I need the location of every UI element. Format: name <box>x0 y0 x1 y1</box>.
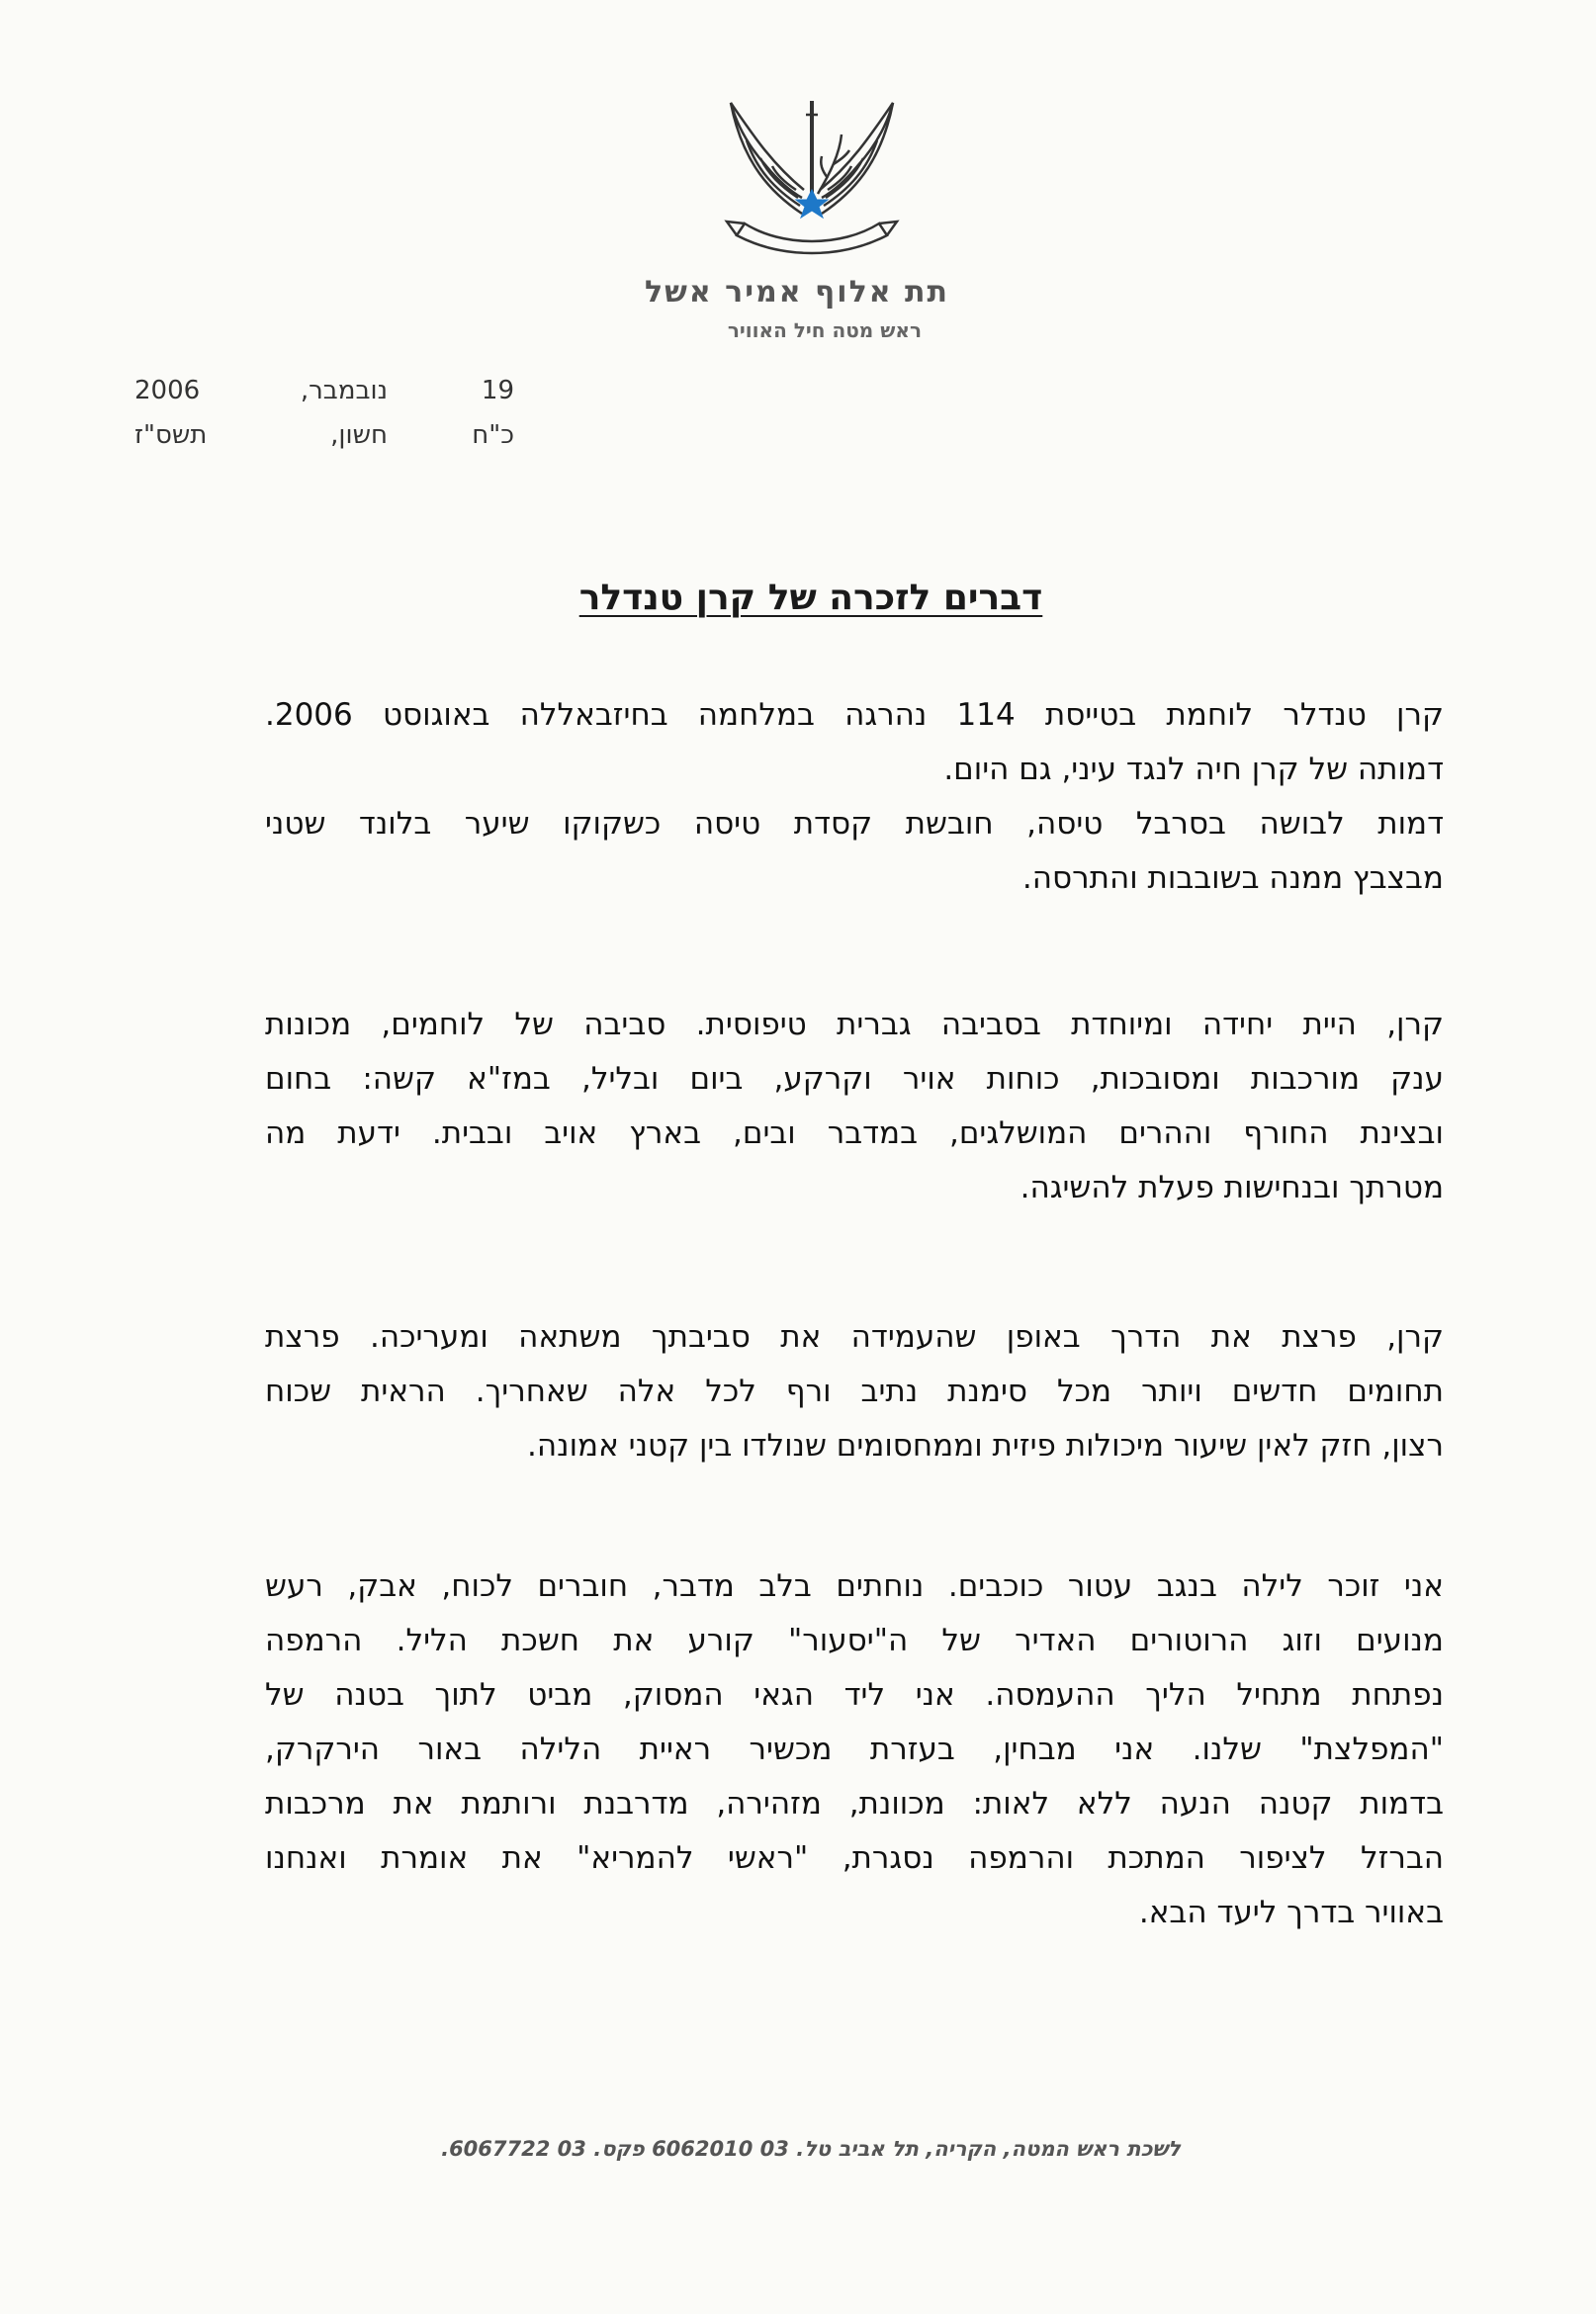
paragraph-line: תחומים חדשים ויותר מכל סימנת נתיב ורף לכל אלה שאחריך. הראית שכוח <box>265 1374 1444 1409</box>
paragraph-line: דמותה של קרן חיה לנגד עיני, גם היום. <box>943 752 1444 787</box>
paragraph-line: הברזל לציפור המתכת והרמפה נסגרת, "ראשי להמריא" את אומרת ואנחנו <box>265 1840 1444 1876</box>
paragraph-line: מבצבץ ממנה בשובבות והתרסה. <box>1021 860 1444 896</box>
paragraph-line: אני זוכר לילה בנגב עטור כוכבים. נוחתים בלב מדבר, חוברים לכוח, אבק, רעש <box>265 1568 1444 1604</box>
footer-contact: לשכת ראש המטה, הקריה, תל אביב טל. 03 6062010 פקס. 03 6067722. <box>441 2137 1181 2161</box>
paragraph-line: קרן טנדלר לוחמת בטייסת 114 נהרגה במלחמה בחיזבאללה באוגוסט 2006. <box>265 697 1444 733</box>
paragraph-line: מנועים וזוג הרוטורים האדיר של ה"יסעור" קורע את חשכת הליל. הרמפה <box>265 1623 1444 1658</box>
paragraph-line: רצון, חזק לאין שיעור מיכולות פיזית וממחסומים שנולדו בין קטני אמונה. <box>527 1428 1444 1464</box>
paragraph-line: בדמות קטנה הנעה ללא לאות: מכוונת, מזהירה, מדרבנת ורותמת את מרכבות <box>265 1786 1444 1822</box>
paragraph-line: "המפלצת" שלנו. אני מבחין, בעזרת מכשיר ראיית הלילה באור הירקרק, <box>265 1732 1444 1767</box>
paragraph-3 <box>265 1310 1444 1473</box>
paragraph-line: באוויר בדרך ליעד הבא. <box>1138 1895 1444 1930</box>
gregorian-month: נובמבר, <box>300 376 388 405</box>
paragraph-line: מטרתך ובנחישות פעלת להשיגה. <box>1020 1170 1444 1205</box>
paragraph-line: ובצינת החורף וההרים המושלגים, במדבר ובים, בארץ אויב ובבית. ידעת מה <box>265 1115 1444 1151</box>
hebrew-day: כ"ח <box>472 420 514 450</box>
paragraph-1 <box>265 688 1444 906</box>
paragraph-4 <box>265 1559 1444 1940</box>
gregorian-day: 19 <box>481 376 514 405</box>
gregorian-year: 2006 <box>134 376 201 405</box>
gregorian-date <box>119 376 514 415</box>
air-force-emblem <box>723 95 901 257</box>
paragraph-line: נפתחת מתחיל הליך ההעמסה. אני ליד הגאי המסוק, מביט לתוך בטנה של <box>265 1677 1444 1713</box>
paragraph-line: קרן, היית יחידה ומיוחדת בסביבה גברית טיפוסית. סביבה של לוחמים, מכונות <box>265 1007 1444 1042</box>
letter-title: דברים לזכרה של קרן טנדלר <box>578 578 1043 618</box>
paragraph-line: דמות לבושה בסרבל טיסה, חובשת קסדת טיסה כשקוקו שיער בלונד שטני <box>265 806 1444 842</box>
hebrew-month: חשון, <box>330 420 388 450</box>
header-name: תת אלוף אמיר אשל <box>644 275 949 310</box>
paragraph-2 <box>265 998 1444 1215</box>
hebrew-date <box>119 420 514 460</box>
paragraph-line: קרן, פרצת את הדרך באופן שהעמידה את סביבתך משתאה ומעריכה. פרצת <box>265 1319 1444 1355</box>
hebrew-year: תשס"ז <box>134 420 208 450</box>
header-role: ראש מטה חיל האוויר <box>727 318 922 342</box>
paragraph-line: ענק מורכבות ומסובכות, כוחות אויר וקרקע, ביום ובליל, במז"א קשה: בחום <box>265 1061 1444 1097</box>
